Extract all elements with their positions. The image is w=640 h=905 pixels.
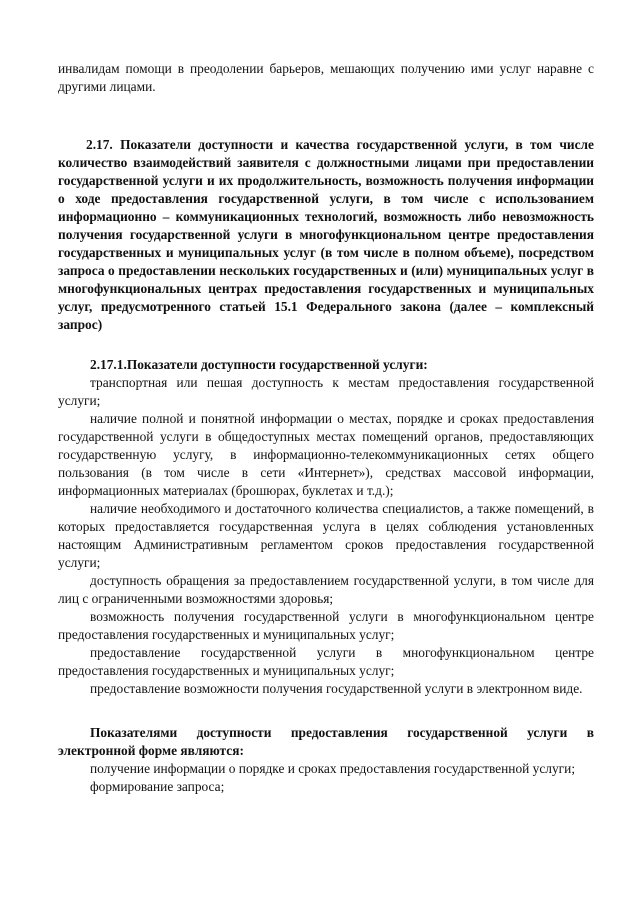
availability-item: предоставление возможности получения государственной услуги в электронном виде. — [90, 681, 583, 696]
availability-item: наличие полной и понятной информации о местах, порядке и сроках предоставления государственной услуги в общедоступных местах помещений органов, предоставляющих государственную услугу, в информационно-телекоммуникационных сетях общего пользования (в том числе в сети «Интернет»), средствах массовой информации, информационных материалах (брошюрах, буклетах и т.д.); — [58, 411, 594, 498]
availability-item: возможность получения государственной услуги в многофункциональном центре предоставления государственных и муниципальных услуг; — [58, 609, 594, 642]
electronic-item: получение информации о порядке и сроках предоставления государственной услуги; — [90, 761, 576, 776]
availability-item: доступность обращения за предоставлением государственной услуги, в том числе для лиц с ограниченными возможностями здоровья; — [58, 573, 594, 606]
continuation-paragraph: инвалидам помощи в преодолении барьеров, мешающих получению ими услуг наравне с другими лицами. — [58, 61, 594, 94]
section-2-17-heading: 2.17. Показатели доступности и качества государственной услуги, в том числе количество взаимодействий заявителя с должностными лицами при предоставлении государственной услуги и их продолжительность, возможность получения информации о ходе предоставления государственной услуги, в том числе с использованием информационно – коммуникационных технологий, возможность либо невозможность получения государственной услуги в многофункциональном центре предоставления государственных и муниципальных услуг (в том числе в полном объеме), посредством запроса о предоставлении нескольких государственных и (или) муниципальных услуг в многофункциональных центрах предоставления государственных и муниципальных услуг, предусмотренного статьей 15.1 Федерального закона (далее – комплексный запрос) — [58, 137, 594, 332]
availability-item: транспортная или пешая доступность к местам предоставления государственной услуги; — [58, 375, 594, 408]
section-2-17-1-heading: 2.17.1.Показатели доступности государственной услуги: — [90, 357, 428, 372]
availability-item: наличие необходимого и достаточного количества специалистов, а также помещений, в которых предоставляется государственная услуга в целях соблюдения установленных настоящим Административным регламентом сроков предоставления государственной услуги; — [58, 501, 594, 570]
electronic-item: формирование запроса; — [90, 779, 225, 794]
electronic-form-heading: Показателями доступности предоставления государственной услуги в электронной форме являются: — [58, 725, 594, 758]
availability-item: предоставление государственной услуги в многофункциональном центре предоставления государственных и муниципальных услуг; — [58, 645, 594, 678]
